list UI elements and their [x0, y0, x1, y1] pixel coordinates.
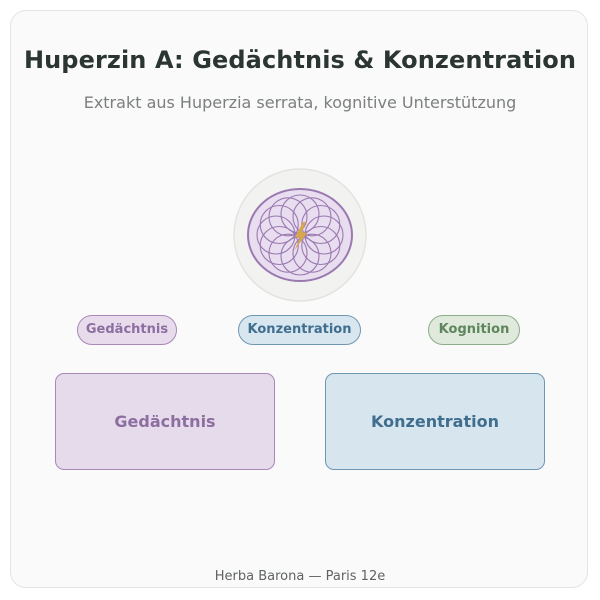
- pill-concentration: Konzentration: [238, 315, 361, 345]
- footer-credit: Herba Barona — Paris 12e: [214, 569, 386, 584]
- pill-cognition: Kognition: [428, 315, 520, 345]
- memory-box-label: Gedächtnis: [114, 412, 216, 431]
- concentration-box: [325, 373, 545, 470]
- page-subtitle: Extrakt aus Huperzia serrata, kognitive Unterstützung: [83, 93, 517, 112]
- memory-box: [55, 373, 275, 470]
- brain-spiral-lightning-icon: [232, 167, 368, 303]
- page-title: Huperzin A: Gedächtnis & Konzentration: [23, 46, 577, 74]
- concentration-box-label: Konzentration: [371, 412, 499, 431]
- pill-memory: Gedächtnis: [77, 315, 177, 345]
